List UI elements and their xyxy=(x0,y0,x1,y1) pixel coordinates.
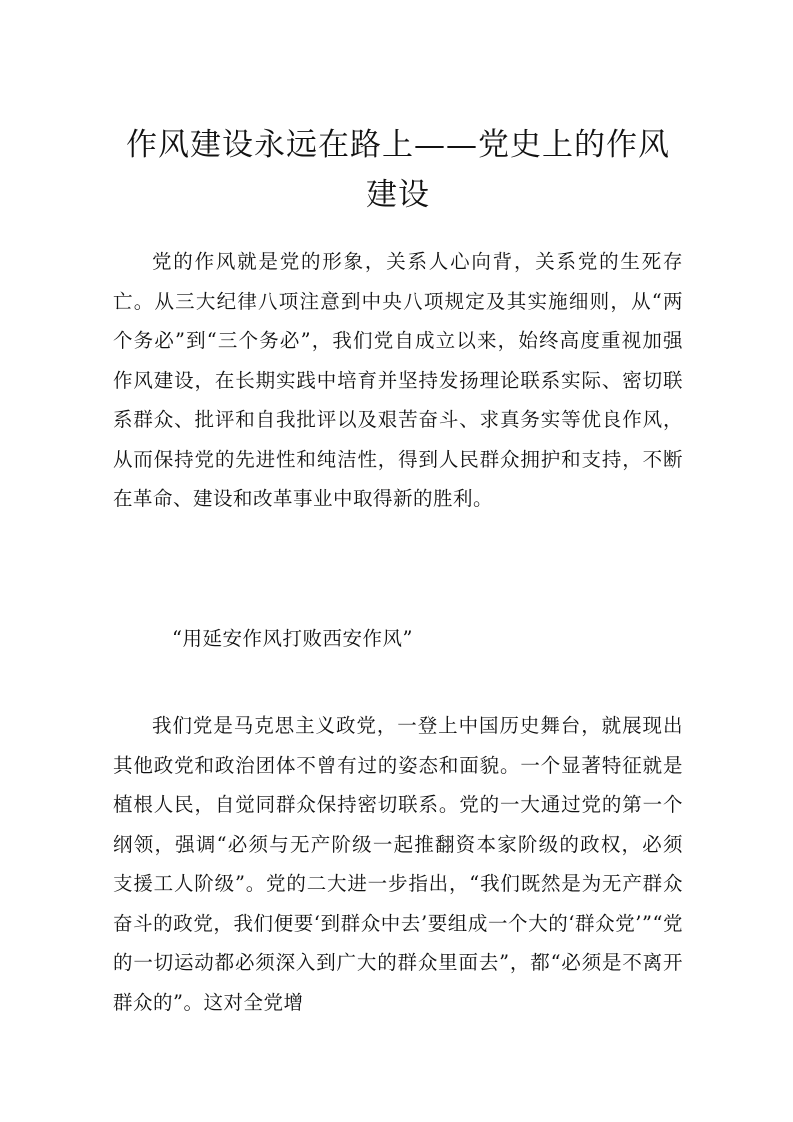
document-title: 作风建设永远在路上——党史上的作风建设 xyxy=(126,127,670,213)
paragraph-body: 我们党是马克思主义政党，一登上中国历史舞台，就展现出其他政党和政治团体不曾有过的姿态和面貌。一个显著特征就是植根人民，自觉同群众保持密切联系。党的一大通过党的第一个纲领，强调“必须与无产阶级一起推翻资本家阶级的政权，必须支援工人阶级”。党的二大进一步指出，“我们既然是为无产群众奋斗的政党，我们便要‘到群众中去’要组成一个大的‘群众党’”“党的一切运动都必须深入到广大的群众里面去”，都“必须是不离开群众的”。这对全党增 xyxy=(113,714,683,1014)
paragraph-intro: 党的作风就是党的形象，关系人心向背，关系党的生死存亡。从三大纪律八项注意到中央八项规定及其实施细则，从“两个务必”到“三个务必”，我们党自成立以来，始终高度重视加强作风建设，在长期实践中培育并坚持发扬理论联系实际、密切联系群众、批评和自我批评以及艰苦奋斗、求真务实等优良作风，从而保持党的先进性和纯洁性，得到人民群众拥护和支持，不断在革命、建设和改革事业中取得新的胜利。 xyxy=(113,250,683,510)
section-heading: “用延安作风打败西安作风” xyxy=(172,627,413,650)
